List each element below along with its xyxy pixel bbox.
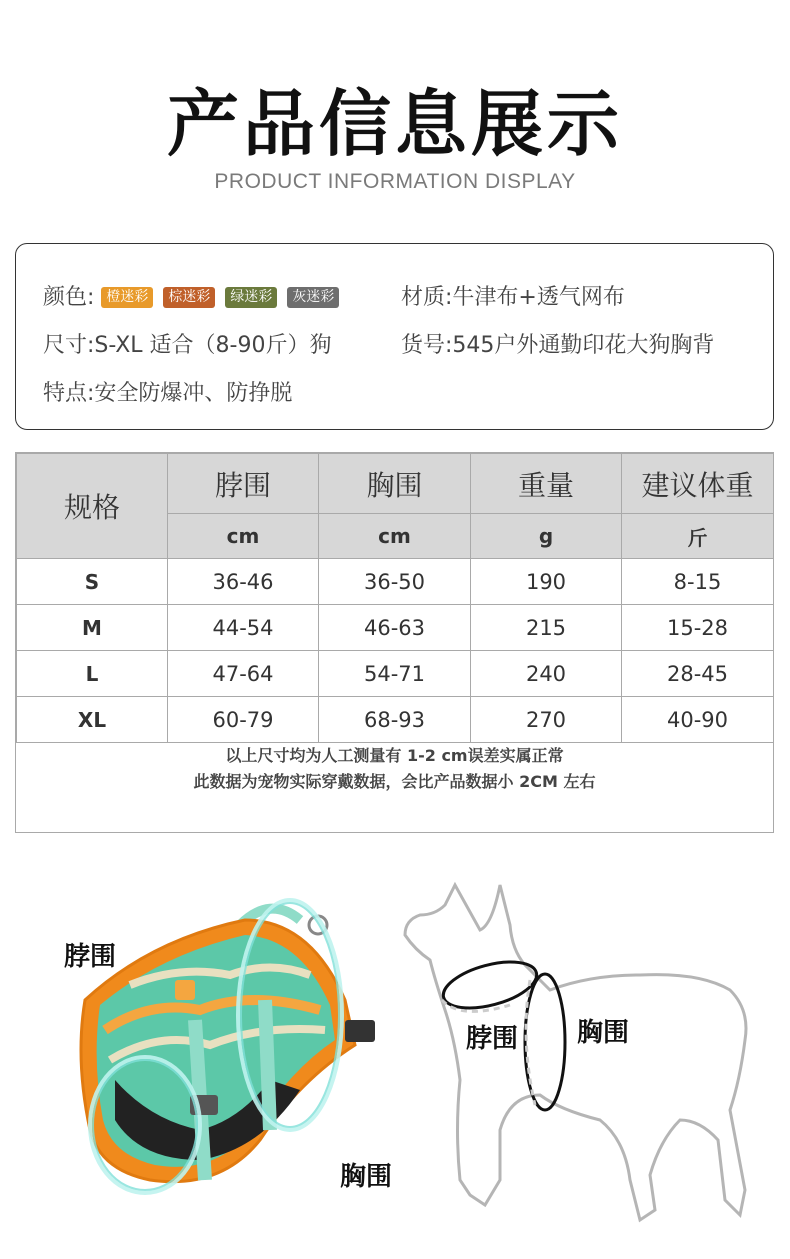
dog-neck-label: 脖围: [466, 1024, 519, 1054]
feature-text: 特点:安全防爆冲、防挣脱: [43, 381, 293, 406]
col-header-neck: 脖围: [168, 454, 319, 514]
chest-cell: 46-63: [319, 605, 471, 651]
suggested-weight-cell: 40-90: [622, 697, 774, 743]
chest-cell: 68-93: [319, 697, 471, 743]
product-info-box: [15, 243, 774, 430]
unit-chest: cm: [319, 514, 471, 559]
dog-outline-image: [400, 880, 790, 1259]
neck-cell: 36-46: [168, 559, 319, 605]
harness-neck-label: 脖围: [64, 942, 117, 972]
weight-cell: 190: [471, 559, 622, 605]
size-cell: S: [17, 559, 168, 605]
unit-weight: g: [471, 514, 622, 559]
harness-chest-label: 胸围: [340, 1162, 393, 1192]
dog-chest-label: 胸围: [577, 1018, 630, 1048]
unit-neck: cm: [168, 514, 319, 559]
size-cell: L: [17, 651, 168, 697]
weight-cell: 215: [471, 605, 622, 651]
suggested-weight-cell: 15-28: [622, 605, 774, 651]
page-title: 产品信息展示: [166, 82, 623, 166]
col-header-weight: 重量: [471, 454, 622, 514]
suggested-weight-cell: 28-45: [622, 651, 774, 697]
measurement-note: [16, 743, 773, 795]
size-table: [15, 452, 774, 833]
table-row: [17, 559, 774, 605]
table-row: [17, 697, 774, 743]
size-text: 尺寸:S-XL 适合（8-90斤）狗: [43, 333, 332, 358]
table-row: [17, 605, 774, 651]
col-header-chest: 胸围: [319, 454, 471, 514]
color-swatch-orange: 橙迷彩: [101, 287, 153, 308]
weight-cell: 240: [471, 651, 622, 697]
item-number-text: 货号:545户外通勤印花大狗胸背: [401, 333, 715, 358]
chest-cell: 54-71: [319, 651, 471, 697]
measurement-illustration: [0, 880, 790, 1259]
neck-cell: 44-54: [168, 605, 319, 651]
spec-header: 规格: [17, 454, 168, 559]
col-header-suggested-weight: 建议体重: [622, 454, 774, 514]
page-subtitle: PRODUCT INFORMATION DISPLAY: [214, 170, 576, 193]
note-line-2: 此数据为宠物实际穿戴数据，会比产品数据小 2CM 左右: [193, 772, 596, 791]
suggested-weight-cell: 8-15: [622, 559, 774, 605]
color-row: [43, 280, 342, 311]
color-swatch-green: 绿迷彩: [225, 287, 277, 308]
note-line-1: 以上尺寸均为人工测量有 1-2 cm误差实属正常: [225, 746, 564, 765]
neck-cell: 47-64: [168, 651, 319, 697]
size-cell: M: [17, 605, 168, 651]
harness-image: [0, 880, 400, 1259]
size-cell: XL: [17, 697, 168, 743]
color-swatch-brown: 棕迷彩: [163, 287, 215, 308]
color-label: 颜色:: [43, 285, 95, 310]
table-row: [17, 651, 774, 697]
material-text: 材质:牛津布+透气网布: [401, 285, 625, 310]
chest-cell: 36-50: [319, 559, 471, 605]
neck-cell: 60-79: [168, 697, 319, 743]
weight-cell: 270: [471, 697, 622, 743]
unit-suggested-weight: 斤: [622, 514, 774, 559]
color-swatch-gray: 灰迷彩: [287, 287, 339, 308]
